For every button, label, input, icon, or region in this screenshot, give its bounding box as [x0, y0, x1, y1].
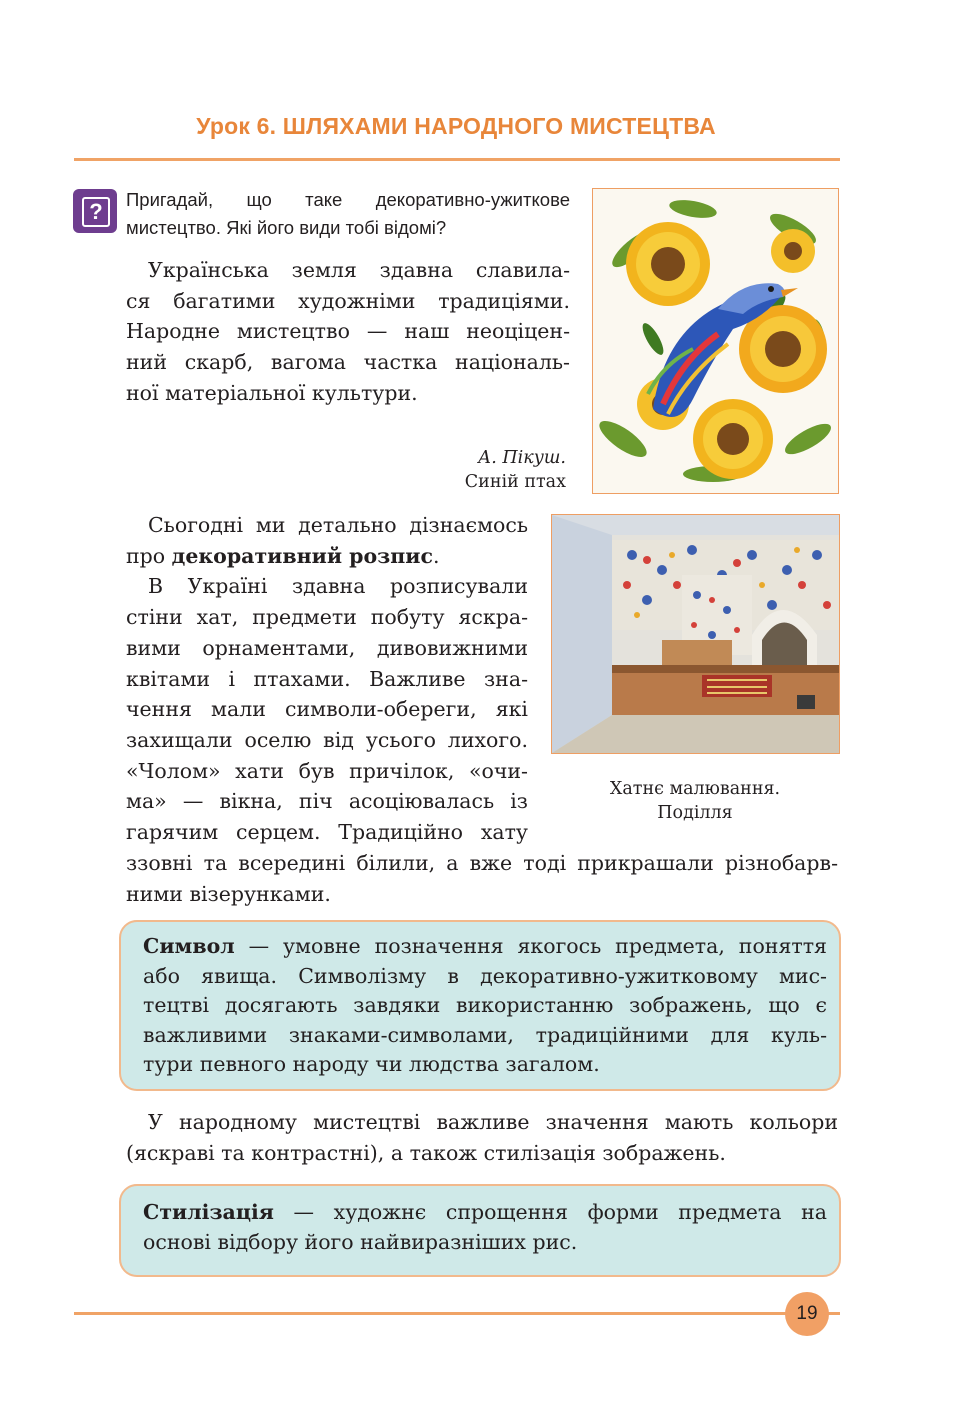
intro-line: Українська земля здавна славила- [148, 258, 570, 282]
definition-text-part: — художнє спрощення форми предмета на [273, 1200, 827, 1224]
body-line: ма» — вікна, піч асоціювалась із [126, 789, 528, 814]
house-interior-illustration [552, 515, 839, 753]
intro-line: ної матеріальної культури. [126, 380, 418, 405]
definition-line: важливими знаками-символами, традиційними для куль- [143, 1022, 827, 1047]
body-line: чення мали символи-обереги, які [126, 697, 528, 722]
intro-line: Народне мистецтво — наш неоціцен- [126, 319, 570, 344]
figure1-author: А. Пікуш. [478, 448, 566, 468]
body-line: гарячим серцем. Традиційно хату [126, 820, 528, 845]
question-mark-icon [73, 189, 117, 233]
body-line: ззовні та всередині білили, а вже тоді прикрашали різнобарв- [126, 851, 838, 875]
page-number: 19 [785, 1292, 829, 1336]
bird-sunflower-illustration [593, 189, 838, 493]
body-line [126, 541, 528, 572]
intro-paragraph [126, 255, 570, 409]
body-line: У народному мистецтві важливе значення мають кольори [148, 1110, 838, 1134]
body-line: «Чолом» хати був причілок, «очи- [126, 758, 528, 783]
body-text: . [432, 543, 440, 568]
definition-line: основі відбору його найвиразніших рис. [143, 1229, 578, 1254]
bird-sunflower-painting [592, 188, 839, 494]
definition-text [143, 932, 827, 1080]
house-painting-image [551, 514, 840, 754]
paragraph-tail [126, 848, 838, 909]
definition-text [143, 1198, 827, 1257]
body-line: ними візерунками. [126, 881, 331, 906]
figure2-caption-line: Поділля [657, 803, 733, 823]
body-text: про [126, 543, 172, 568]
footer-divider [74, 1312, 840, 1315]
intro-line: ний скарб, вагома частка національ- [126, 350, 570, 375]
key-term: декоративний розпис [171, 543, 433, 568]
body-line: В Україні здавна розписували [148, 574, 528, 599]
body-line: вими орнаментами, дивовижними [126, 635, 528, 660]
definition-box-symbol [119, 920, 841, 1091]
figure2-caption-line: Хатнє малювання. [609, 779, 781, 799]
body-line: квітами і птахами. Важливе зна- [126, 666, 528, 691]
intro-line: ся багатими художніми традиціями. [126, 288, 570, 313]
definition-text-part: — умовне позначення якогось предмета, поняття [234, 934, 827, 958]
figure2-caption [552, 777, 838, 825]
decorative-painting-paragraph [126, 510, 528, 848]
definition-box-stylization [119, 1184, 841, 1277]
definition-term: Стилізація [143, 1200, 274, 1224]
figure1-caption [380, 446, 566, 494]
definition-line: тури певного народу чи людства загалом. [143, 1052, 600, 1077]
recall-question [126, 186, 570, 242]
figure1-title: Синій птах [464, 472, 566, 492]
definition-line: або явища. Символізму в декоративно-ужитковому мис- [143, 963, 827, 988]
body-line: стіни хат, предмети побуту яскра- [126, 605, 528, 630]
colors-paragraph [126, 1107, 838, 1168]
definition-line [143, 932, 827, 962]
body-line: Сьогодні ми детально дізнаємось [148, 513, 528, 537]
body-line: (яскраві та контрастні), а також стилізація зображень. [126, 1140, 726, 1165]
question-line: Пригадай, що таке декоративно-ужиткове [126, 189, 570, 210]
definition-line [143, 1198, 827, 1228]
definition-term: Символ [143, 934, 235, 958]
definition-line: тецтві досягають завдяки використанню зображень, що є [143, 993, 827, 1018]
question-mark-glyph: ? [82, 197, 110, 227]
header-divider [74, 158, 840, 161]
lesson-title: Урок 6. ШЛЯХАМИ НАРОДНОГО МИСТЕЦТВА [196, 113, 716, 139]
question-line: мистецтво. Які його види тобі відомі? [126, 217, 447, 238]
body-line: захищали оселю від усього лихого. [126, 727, 528, 752]
